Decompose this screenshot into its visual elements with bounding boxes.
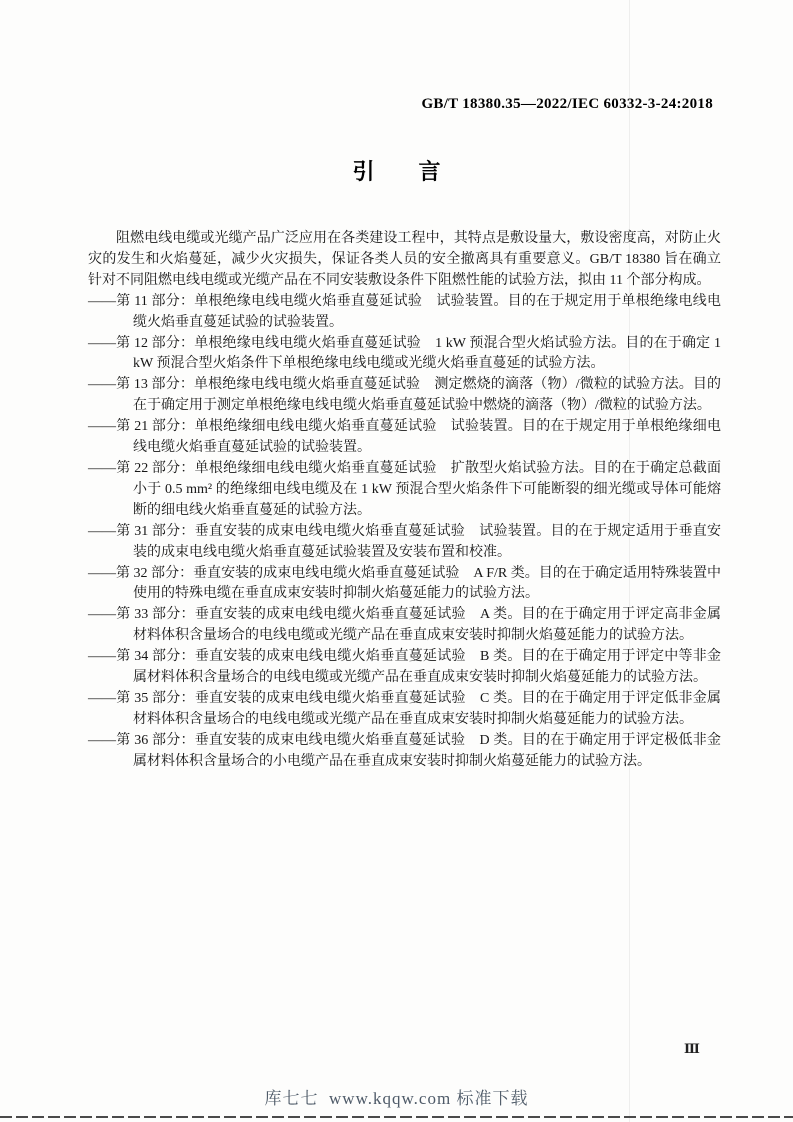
part-item-32: ——第 32 部分：垂直安装的成束电线电缆火焰垂直蔓延试验 A F/R 类。目的在于确定适用特殊装置中使用的特殊电缆在垂直成束安装时抑制火焰蔓延能力的试验方法。 bbox=[88, 565, 721, 602]
scan-bottom-edge bbox=[0, 1116, 793, 1118]
part-item-36: ——第 36 部分：垂直安装的成束电线电缆火焰垂直蔓延试验 D 类。目的在于确定用于评定极低非金属材料体积含量场合的小电缆产品在垂直成束安装时抑制火焰蔓延能力的试验方法。 bbox=[88, 732, 721, 769]
part-item-22: ——第 22 部分：单根绝缘细电线电缆火焰垂直蔓延试验 扩散型火焰试验方法。目的在于确定总截面小于 0.5 mm² 的绝缘细电线电缆及在 1 kW 预混合型火焰条件下可能断裂的细光缆或导体可能熔断的细电线火焰垂直蔓延的试验方法。 bbox=[88, 460, 721, 518]
part-item-13: ——第 13 部分：单根绝缘电线电缆火焰垂直蔓延试验 测定燃烧的滴落（物）/微粒的试验方法。目的在于确定用于测定单根绝缘电线电缆火焰垂直蔓延试验中燃烧的滴落（物）/微粒的试验方法。 bbox=[88, 377, 721, 414]
part-item-11: ——第 11 部分：单根绝缘电线电缆火焰垂直蔓延试验 试验装置。目的在于规定用于单根绝缘电线电缆火焰垂直蔓延试验的试验装置。 bbox=[88, 293, 721, 330]
scan-artifact-line bbox=[629, 0, 630, 1122]
part-item-12: ——第 12 部分：单根绝缘电线电缆火焰垂直蔓延试验 1 kW 预混合型火焰试验方法。目的在于确定 1 kW 预混合型火焰条件下单根绝缘电线电缆或光缆火焰垂直蔓延的试验方法。 bbox=[88, 335, 721, 372]
intro-paragraph: 阻燃电线电缆或光缆产品广泛应用在各类建设工程中，其特点是敷设量大，敷设密度高，对防止火灾的发生和火焰蔓延，减少火灾损失，保证各类人员的安全撤离具有重要意义。GB/T 18380 旨在确立针对不同阻燃电线电缆或光缆产品在不同安装敷设条件下阻燃性能的试验方法，拟由 11 个部分构成。 bbox=[88, 231, 721, 288]
page-number: Ⅲ bbox=[684, 1041, 700, 1056]
page-title: 引 言 bbox=[352, 159, 441, 184]
standard-number-header: GB/T 18380.35—2022/IEC 60332-3-24:2018 bbox=[421, 96, 713, 112]
part-item-33: ——第 33 部分：垂直安装的成束电线电缆火焰垂直蔓延试验 A 类。目的在于确定用于评定高非金属材料体积含量场合的电线电缆或光缆产品在垂直成束安装时抑制火焰蔓延能力的试验方法。 bbox=[88, 607, 721, 644]
watermark-footer: 库七七 www.kqqw.com 标准下载 bbox=[264, 1089, 529, 1108]
part-item-31: ——第 31 部分：垂直安装的成束电线电缆火焰垂直蔓延试验 试验装置。目的在于规定适用于垂直安装的成束电线电缆火焰垂直蔓延试验装置及安装布置和校准。 bbox=[88, 523, 721, 560]
part-item-34: ——第 34 部分：垂直安装的成束电线电缆火焰垂直蔓延试验 B 类。目的在于确定用于评定中等非金属材料体积含量场合的电线电缆或光缆产品在垂直成束安装时抑制火焰蔓延能力的试验方法。 bbox=[88, 649, 721, 686]
part-item-21: ——第 21 部分：单根绝缘细电线电缆火焰垂直蔓延试验 试验装置。目的在于规定用于单根绝缘细电线电缆火焰垂直蔓延试验的试验装置。 bbox=[88, 419, 721, 456]
body-text bbox=[88, 229, 721, 773]
part-item-35: ——第 35 部分：垂直安装的成束电线电缆火焰垂直蔓延试验 C 类。目的在于确定用于评定低非金属材料体积含量场合的电线电缆或光缆产品在垂直成束安装时抑制火焰蔓延能力的试验方法。 bbox=[88, 690, 721, 727]
